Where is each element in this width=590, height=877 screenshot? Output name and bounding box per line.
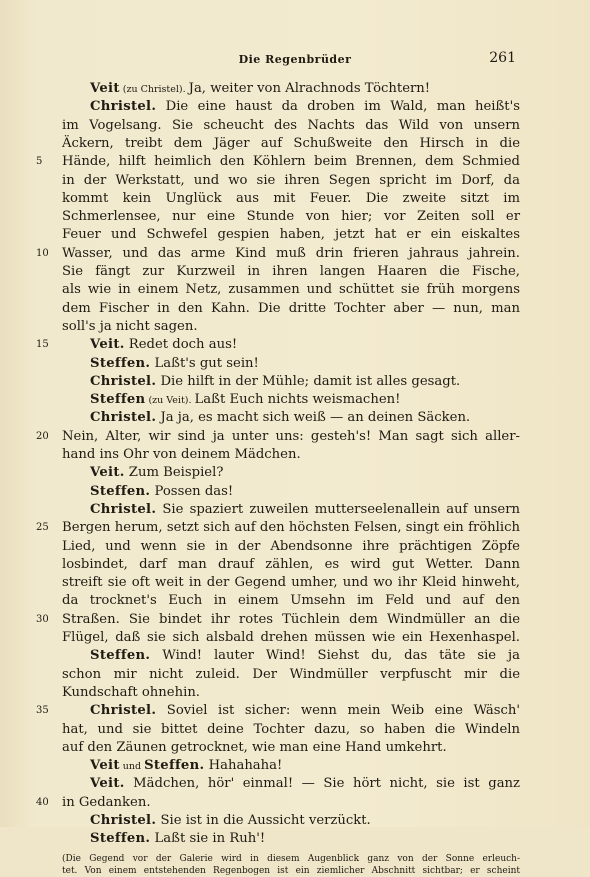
text-line	[62, 135, 520, 153]
line-text: Wasser, und das arme Kind muß drin frieren jahraus jahrein.	[62, 245, 520, 261]
speaker-name: Veit.	[90, 337, 125, 353]
line-number: 25	[36, 522, 49, 534]
text-line	[62, 629, 520, 647]
stage-direction: (zu Christel).	[119, 84, 189, 95]
speaker-name: Steffen.	[90, 648, 151, 664]
speaker-name: Veit.	[90, 465, 125, 481]
speaker-name: Steffen.	[90, 831, 151, 847]
text-line	[62, 775, 520, 793]
text-line	[62, 208, 520, 226]
line-text: Redet doch aus!	[124, 337, 238, 353]
text-line	[62, 666, 520, 684]
text-line	[62, 190, 520, 208]
line-text: in der Werkstatt, und wo sie ihren Segen spricht im Dorf, da	[62, 172, 520, 188]
text-line	[62, 611, 520, 629]
line-number: 5	[36, 156, 43, 168]
line-text: Sie fängt zur Kurzweil in ihren langen Haaren die Fische,	[62, 264, 520, 279]
page-number: 261	[489, 50, 516, 66]
stage-direction: und	[119, 761, 145, 773]
line-text: als wie in einem Netz, zusammen und schüttet sie früh morgens	[62, 282, 520, 298]
line-text: soll's ja nicht sagen.	[62, 318, 198, 334]
text-line	[62, 794, 520, 812]
speaker-name: Steffen.	[144, 758, 205, 774]
line-text: Possen das!	[150, 483, 234, 499]
footnote-line: tet. Von einem entstehenden Regenbogen ist ein ziemlicher Abschnitt sichtbar; er scheint	[62, 865, 520, 876]
line-text: Äckern, treibt dem Jäger auf Schußweite den Hirsch in die	[62, 135, 520, 151]
text-line	[62, 336, 520, 354]
text-line	[62, 702, 520, 720]
line-text: Sie spaziert zuweilen mutterseelenallein auf unsern	[156, 501, 520, 517]
line-text: schon mir nicht zuleid. Der Windmüller verpfuscht mir die	[62, 666, 520, 682]
line-number: 10	[36, 247, 49, 259]
line-text: auf den Zäunen getrocknet, wie man eine Hand umkehrt.	[62, 739, 447, 755]
line-text: losbindet, darf man drauf zählen, es wird gut Wetter. Dann	[62, 556, 520, 572]
speaker-name: Veit	[90, 758, 120, 774]
text-line	[62, 830, 520, 848]
text-line	[62, 684, 520, 702]
text-line	[62, 647, 520, 665]
line-text: Soviel ist sicher: wenn mein Weib eine Wäsch'	[156, 703, 520, 719]
text-line	[62, 300, 520, 318]
line-text: Lied, und wenn sie in der Abendsonne ihre prächtigen Zöpfe	[62, 538, 520, 554]
text-line	[62, 391, 520, 410]
text-line	[62, 519, 520, 537]
text-line	[62, 538, 520, 556]
text-line	[62, 483, 520, 501]
line-text: Wind! lauter Wind! Siehst du, das täte sie ja	[150, 648, 520, 664]
text-line	[62, 446, 520, 464]
stage-direction: (zu Veit).	[145, 395, 195, 407]
text-line	[62, 592, 520, 610]
speaker-name: Christel.	[90, 410, 157, 426]
speaker-name: Steffen	[90, 392, 146, 408]
line-text: Ja, weiter von Alrachnods Töchtern!	[188, 81, 431, 96]
text-line	[62, 428, 520, 446]
line-text: Hände, hilft heimlich den Köhlern beim Brennen, dem Schmied	[62, 154, 520, 170]
line-number: 30	[36, 613, 49, 625]
text-line	[62, 226, 520, 244]
speaker-name: Christel.	[90, 99, 157, 115]
line-text: Laßt sie in Ruh'!	[150, 831, 266, 847]
speaker-name: Veit.	[90, 776, 125, 792]
text-line	[62, 172, 520, 190]
text-line	[62, 117, 520, 135]
text-line	[62, 721, 520, 739]
text-line	[62, 153, 520, 171]
text-line	[62, 373, 520, 391]
line-text: Nein, Alter, wir sind ja unter uns: gesteh's! Man sagt sich aller-	[62, 428, 520, 444]
text-line	[62, 355, 520, 373]
line-text: Schmerlensee, nur eine Stunde von hier; vor Zeiten soll er	[62, 209, 520, 225]
speaker-name: Steffen.	[90, 355, 151, 371]
line-text: Flügel, daß sie sich alsbald drehen müssen wie ein Hexenhaspel.	[62, 630, 520, 645]
text-line	[62, 281, 520, 299]
text-line	[62, 409, 520, 427]
line-number: 35	[36, 705, 49, 717]
line-text: Mädchen, hör' einmal! — Sie hört nicht, sie ist ganz	[124, 776, 520, 792]
line-number: 15	[36, 339, 49, 351]
text-line	[62, 464, 520, 482]
text-line	[62, 812, 520, 830]
text-line	[62, 574, 520, 592]
text-line	[62, 98, 520, 116]
footnote-line: (Die Gegend vor der Galerie wird in diesem Augenblick ganz von der Sonne erleuch-	[62, 853, 520, 864]
line-text: dem Fischer in den Kahn. Die dritte Tochter aber — nun, man	[62, 300, 520, 316]
speaker-name: Veit	[90, 81, 120, 96]
text-line	[62, 556, 520, 574]
speaker-name: Christel.	[90, 501, 157, 517]
line-text: in Gedanken.	[62, 794, 151, 810]
line-number: 20	[36, 430, 49, 442]
line-text: Straßen. Sie bindet ihr rotes Tüchlein dem Windmüller an die	[62, 611, 520, 627]
text-line	[62, 80, 520, 99]
text-line	[62, 318, 520, 336]
line-text: streift sie oft weit in der Gegend umher, und wo ihr Kleid hinweht,	[62, 575, 520, 591]
line-text: da trocknet's Euch in einem Umsehn im Feld und auf den	[62, 593, 520, 609]
line-text: hand ins Ohr von deinem Mädchen.	[62, 447, 301, 462]
line-text: Zum Beispiel?	[124, 465, 224, 481]
line-text: Laßt Euch nichts weismachen!	[194, 392, 401, 408]
line-text: Sie ist in die Aussicht verzückt.	[156, 813, 371, 828]
line-text: Die eine haust da droben im Wald, man heißt's	[156, 99, 520, 115]
text-line	[62, 739, 520, 757]
speaker-name: Christel.	[90, 813, 157, 828]
line-text: Hahahaha!	[204, 758, 283, 774]
line-text: Laßt's gut sein!	[150, 355, 259, 371]
line-text: hat, und sie bittet deine Tochter dazu, so haben die Windeln	[62, 721, 520, 737]
speaker-name: Steffen.	[90, 483, 151, 499]
text-line	[62, 245, 520, 263]
speaker-name: Christel.	[90, 373, 157, 389]
line-number: 40	[36, 796, 49, 808]
line-text: Kundschaft ohnehin.	[62, 684, 200, 700]
line-text: Feuer und Schwefel gespien haben, jetzt hat er ein eiskaltes	[62, 227, 520, 243]
line-text: Die hilft in der Mühle; damit ist alles gesagt.	[156, 373, 461, 389]
running-head: Die Regenbrüder	[238, 53, 352, 66]
text-line	[62, 757, 520, 776]
line-text: kommt kein Unglück aus mit Feuer. Die zweite sitzt im	[62, 190, 520, 206]
speaker-name: Christel.	[90, 703, 157, 719]
line-text: im Vogelsang. Sie scheucht des Nachts das Wild von unsern	[62, 117, 520, 133]
line-text: Ja ja, es macht sich weiß — an deinen Säcken.	[156, 410, 471, 426]
text-line	[62, 263, 520, 281]
line-text: Bergen herum, setzt sich auf den höchsten Felsen, singt ein fröhlich	[62, 520, 520, 536]
text-line	[62, 501, 520, 519]
